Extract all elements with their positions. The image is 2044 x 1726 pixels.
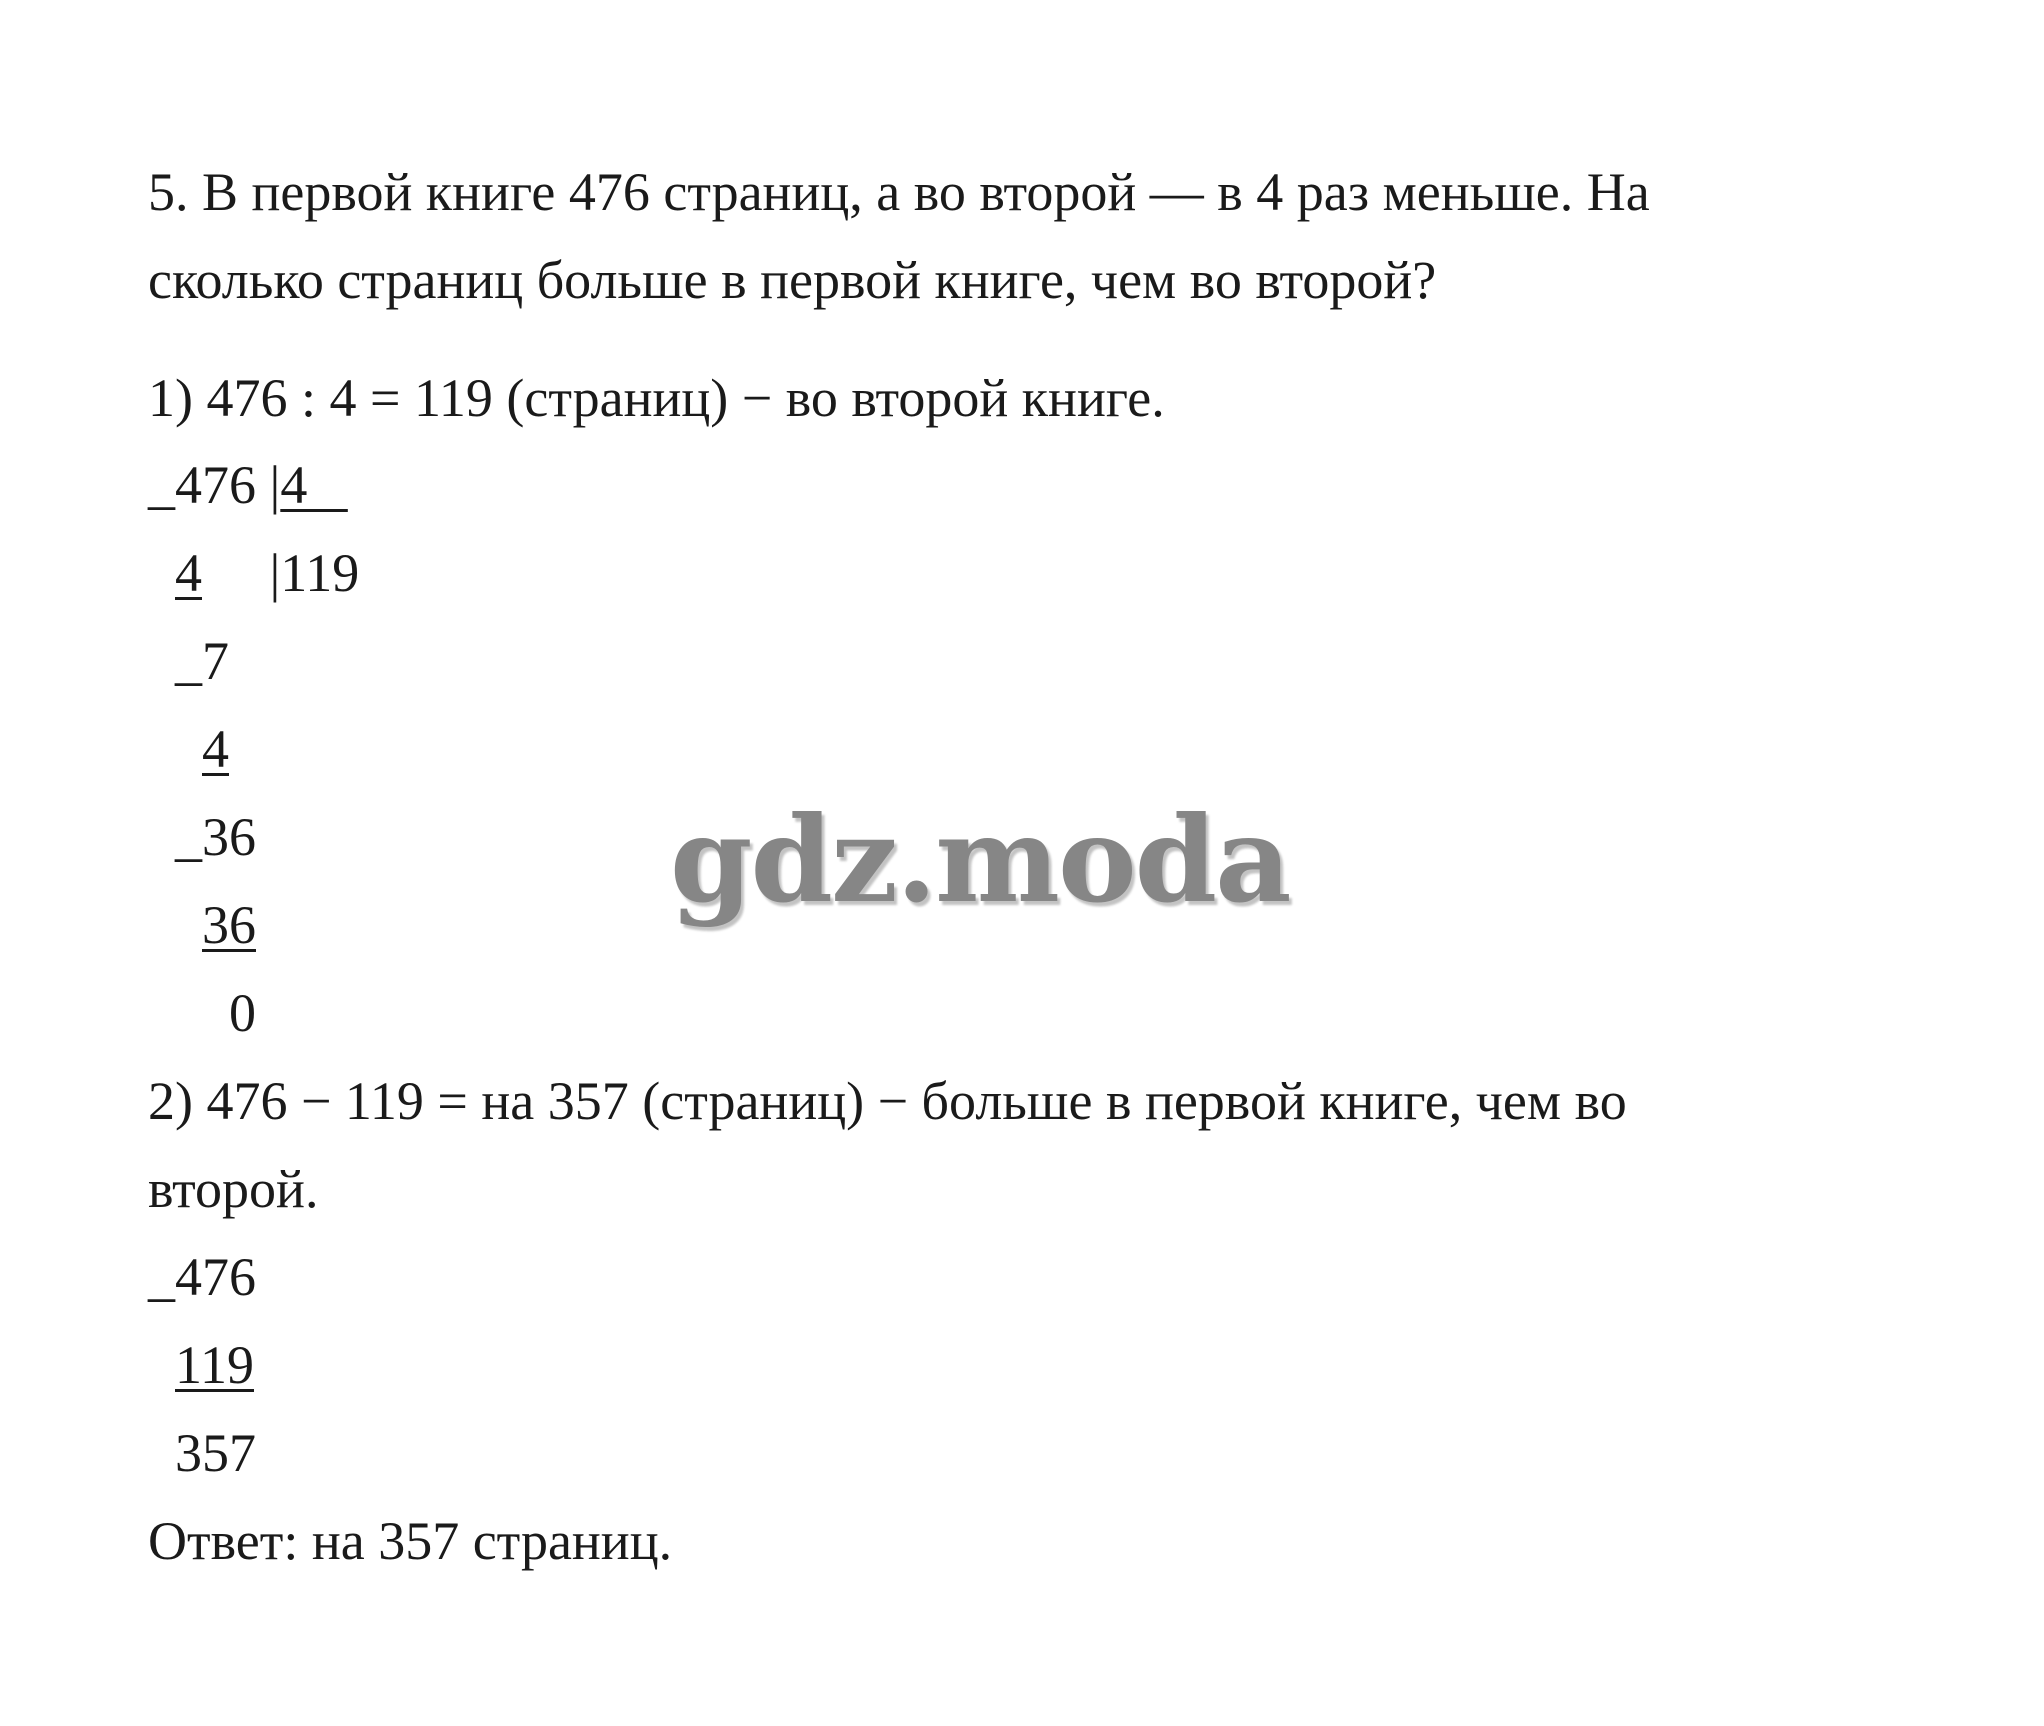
division-row-7 bbox=[148, 981, 256, 1045]
division-sub-2: 4 bbox=[202, 719, 229, 779]
problem-line-2: сколько страниц больше в первой книге, чем во второй? bbox=[148, 250, 1437, 310]
division-row-2 bbox=[148, 541, 359, 605]
division-row-6 bbox=[148, 893, 256, 957]
division-row-4 bbox=[148, 717, 229, 781]
remainder: 0 bbox=[229, 983, 256, 1043]
division-row-5: _36 bbox=[175, 807, 256, 867]
subtraction-minuend: _476 bbox=[148, 1247, 256, 1307]
divisor: 4 bbox=[280, 455, 348, 515]
subtraction-result: 357 bbox=[175, 1423, 256, 1483]
division-sub-1: 4 bbox=[175, 543, 202, 603]
watermark-logo: gdz.moda bbox=[670, 790, 1290, 929]
step2-text-1: 2) 476 − 119 = на 357 (страниц) − больше в первой книге, чем во bbox=[148, 1071, 1627, 1131]
division-row-1 bbox=[148, 453, 348, 517]
step1-text: 1) 476 : 4 = 119 (страниц) − во второй книге. bbox=[148, 368, 1165, 428]
subtraction-subtrahend: 119 bbox=[175, 1335, 254, 1395]
step2-text-2: второй. bbox=[148, 1159, 319, 1219]
problem-line-1: 5. В первой книге 476 страниц, а во второй — в 4 раз меньше. На bbox=[148, 162, 1650, 222]
division-row-3: _7 bbox=[175, 631, 229, 691]
dividend: _476 | bbox=[148, 455, 281, 515]
answer: Ответ: на 357 страниц. bbox=[148, 1511, 673, 1571]
quotient: |119 bbox=[202, 543, 360, 603]
division-sub-3: 36 bbox=[202, 895, 256, 955]
